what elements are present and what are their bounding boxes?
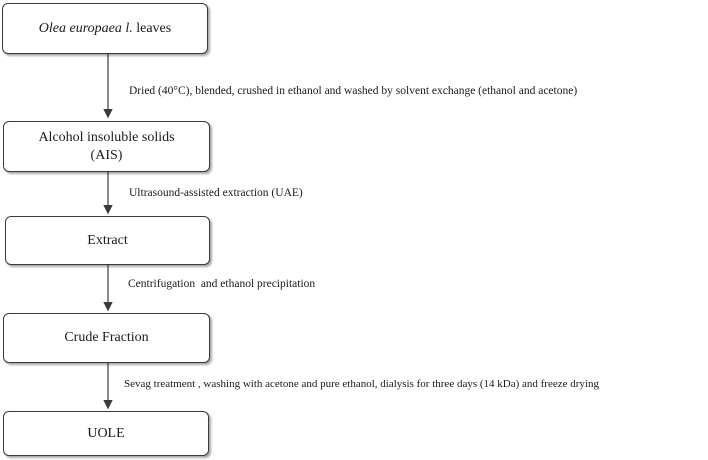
step-label-centrifugation: Centrifugation and ethanol precipitation bbox=[128, 278, 316, 290]
node-alcohol-insoluble-solids bbox=[3, 121, 210, 172]
node-crude-fraction bbox=[3, 313, 210, 363]
node-uole-label: UOLE bbox=[87, 425, 125, 441]
step-label-uae: Ultrasound-assisted extraction (UAE) bbox=[129, 187, 303, 199]
node-extract bbox=[5, 216, 210, 265]
node-olea-leaves-species: Olea europaea l. bbox=[38, 20, 133, 36]
node-extract-label: Extract bbox=[87, 232, 128, 248]
node-olea-leaves bbox=[2, 3, 208, 54]
node-ais-line1: Alcohol insoluble solids bbox=[38, 129, 175, 145]
step-label-drying: Dried (40°C), blended, crushed in ethanol and washed by solvent exchange (ethanol and acetone) bbox=[129, 85, 578, 97]
node-crude-label: Crude Fraction bbox=[64, 330, 149, 345]
node-ais-line2: (AIS) bbox=[90, 147, 123, 163]
step-label-sevag: Sevag treatment , washing with acetone and pure ethanol, dialysis for three days (14 kDa) and freeze drying bbox=[124, 378, 599, 390]
node-olea-leaves-suffix: leaves bbox=[132, 20, 172, 36]
node-uole bbox=[3, 411, 209, 456]
